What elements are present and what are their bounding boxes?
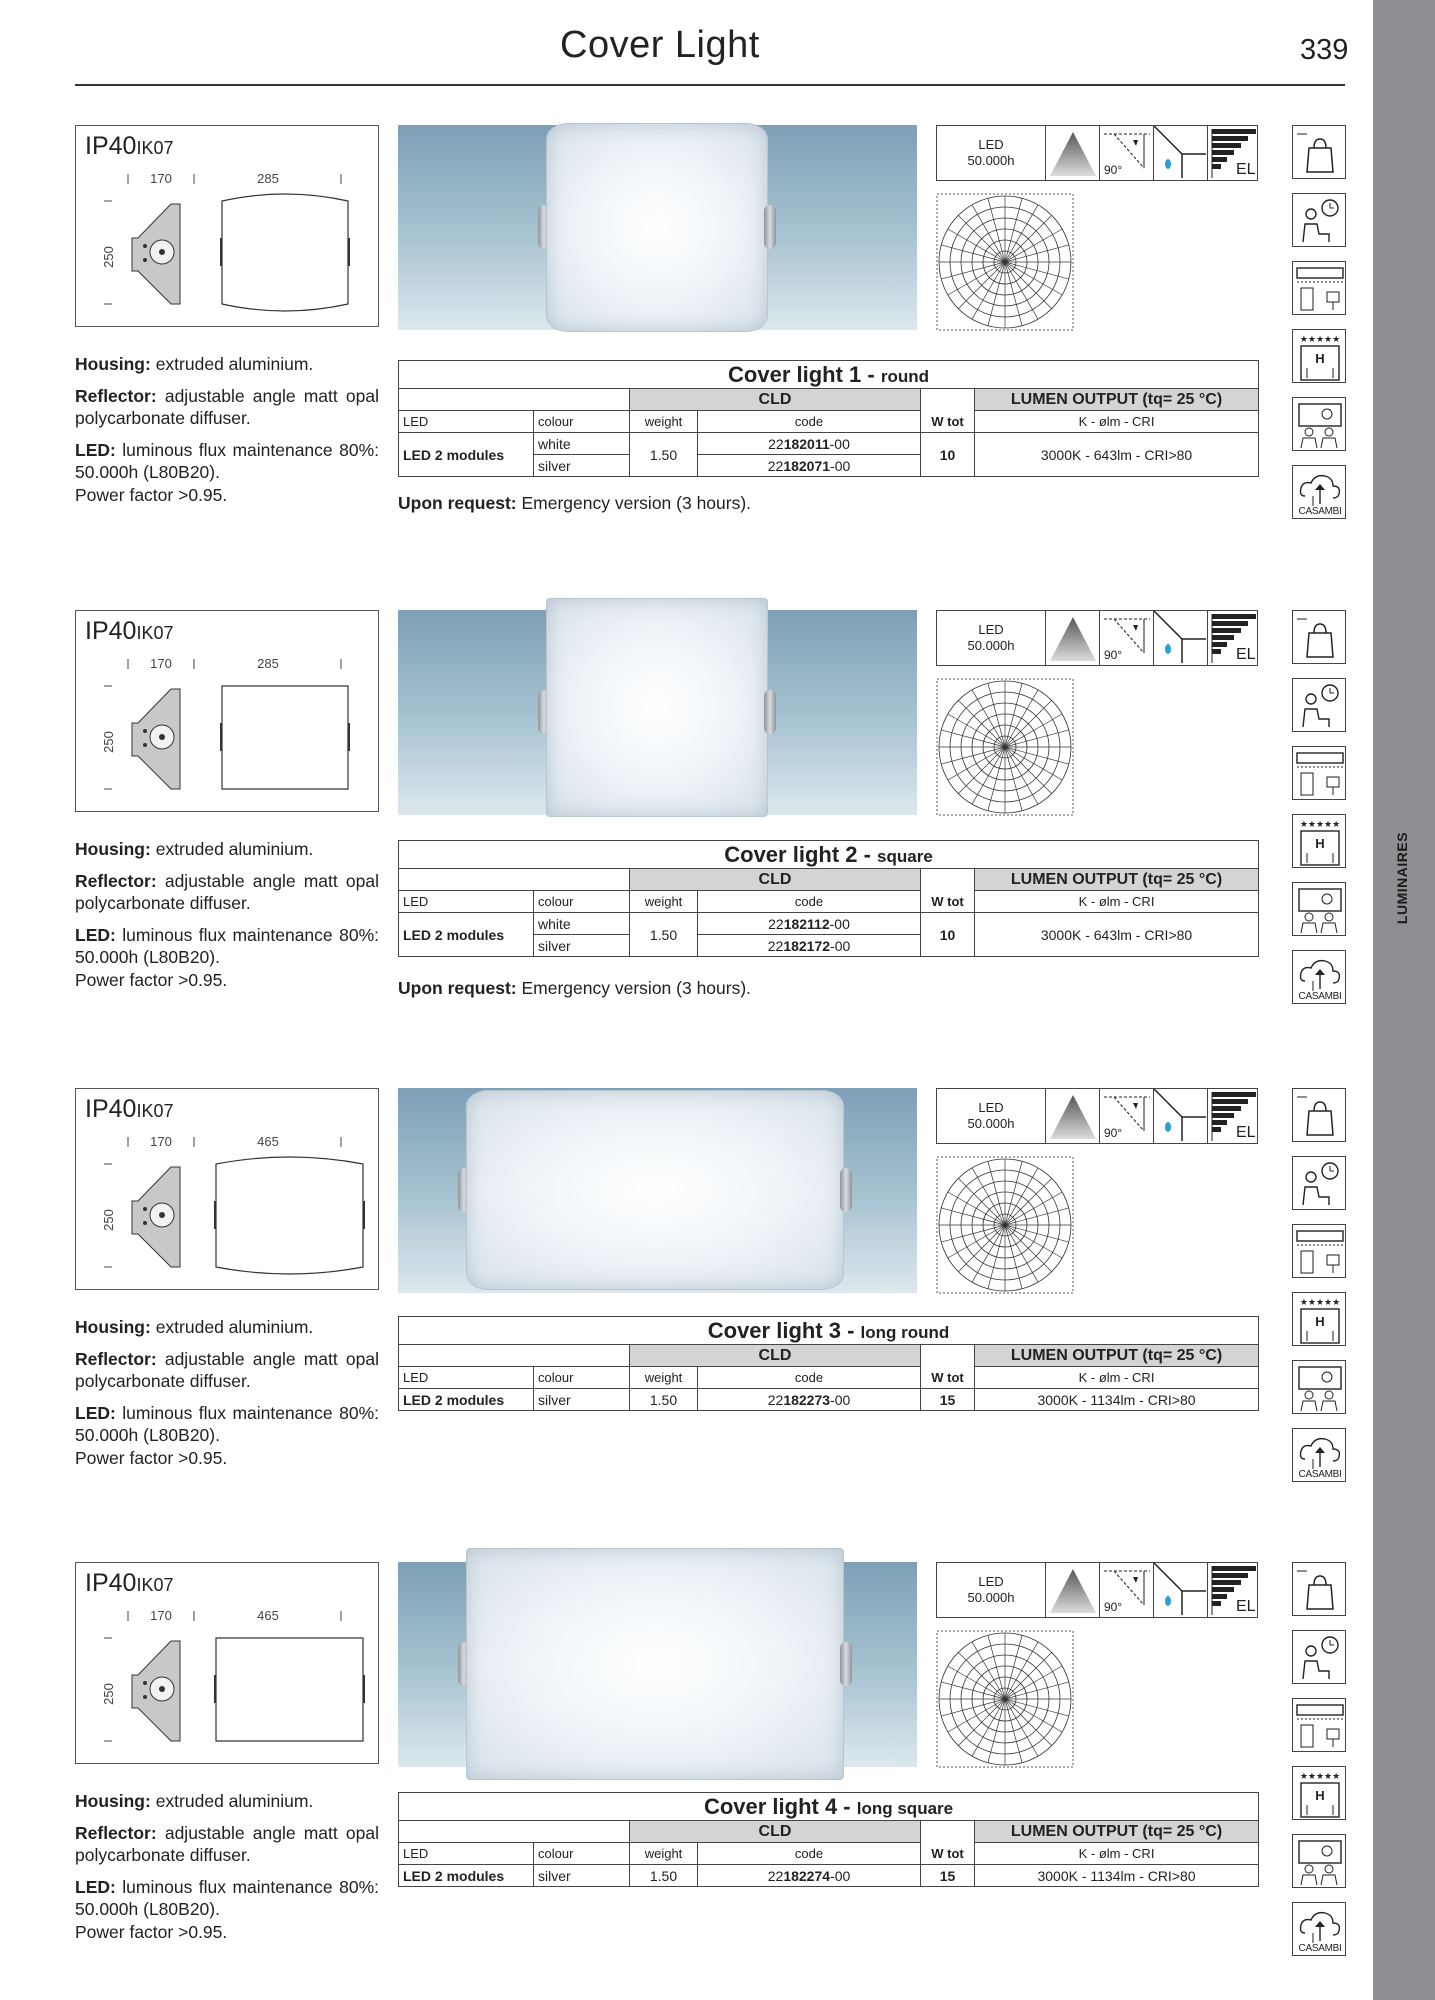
col-code: code bbox=[698, 891, 921, 913]
polar-light-distribution-chart bbox=[936, 1630, 1074, 1768]
led-value: LED 2 modules bbox=[399, 1389, 534, 1411]
col-code: code bbox=[698, 1367, 921, 1389]
colour-value: white bbox=[534, 913, 630, 935]
restaurant-icon bbox=[1292, 746, 1346, 800]
shop-icon bbox=[1292, 125, 1346, 179]
wtot-value: 10 bbox=[921, 433, 975, 477]
svg-text:EL: EL bbox=[1236, 646, 1256, 663]
product-table bbox=[398, 1792, 1259, 1887]
page-title: Cover Light bbox=[560, 24, 760, 66]
col-led: LED bbox=[399, 891, 534, 913]
colour-value: silver bbox=[534, 1865, 630, 1887]
depth-dimension: 170 bbox=[150, 171, 172, 186]
housing-spec: Housing: extruded aluminium. bbox=[75, 1791, 314, 1811]
colour-value: silver bbox=[534, 455, 630, 477]
protection-rating: IP40IK07 bbox=[85, 1095, 174, 1123]
led-lifetime: LED 50.000h bbox=[967, 1100, 1015, 1131]
svg-text:★★★★★: ★★★★★ bbox=[1299, 819, 1341, 829]
dimension-drawing bbox=[75, 1088, 379, 1290]
housing-spec: Housing: extruded aluminium. bbox=[75, 1317, 314, 1337]
cld-header: CLD bbox=[630, 869, 921, 891]
reflector-spec: Reflector: adjustable angle matt opal polycarbonate diffuser. bbox=[75, 1348, 379, 1391]
tilt-angle-icon bbox=[1099, 611, 1153, 665]
gallery-icon bbox=[1292, 1834, 1346, 1888]
col-weight: weight bbox=[630, 891, 698, 913]
housing-spec: Housing: extruded aluminium. bbox=[75, 839, 314, 859]
wtot-value: 15 bbox=[921, 1865, 975, 1887]
led-spec: LED: luminous flux maintenance 80%: 50.000h (L80B20). bbox=[75, 924, 379, 967]
table-title: Cover light 3 - long round bbox=[399, 1317, 1259, 1345]
hotel-icon bbox=[1292, 814, 1346, 868]
page-number: 339 bbox=[1300, 34, 1349, 66]
hotel-icon bbox=[1292, 329, 1346, 383]
led-spec: LED: luminous flux maintenance 80%: 50.000h (L80B20). bbox=[75, 1402, 379, 1445]
height-dimension: 250 bbox=[101, 1209, 116, 1231]
casambi-cloud-icon bbox=[1292, 1902, 1346, 1956]
dimension-drawing bbox=[75, 125, 379, 327]
gallery-icon bbox=[1292, 882, 1346, 936]
width-dimension: 465 bbox=[257, 1134, 279, 1149]
led-lifetime: LED 50.000h bbox=[967, 1574, 1015, 1605]
colour-value: silver bbox=[534, 935, 630, 957]
reflector-spec: Reflector: adjustable angle matt opal polycarbonate diffuser. bbox=[75, 1822, 379, 1865]
col-wtot: W tot bbox=[921, 1367, 975, 1389]
casambi-cloud-icon bbox=[1292, 950, 1346, 1004]
product-photo bbox=[398, 1562, 917, 1767]
side-profile-drawing bbox=[132, 204, 180, 304]
restaurant-icon bbox=[1292, 261, 1346, 315]
code-value: 22182273-00 bbox=[698, 1389, 921, 1411]
depth-dimension: 170 bbox=[150, 1608, 172, 1623]
svg-text:★★★★★: ★★★★★ bbox=[1299, 334, 1341, 344]
mount-clip-right bbox=[840, 1168, 852, 1212]
installation-icon bbox=[1153, 126, 1207, 180]
tilt-angle-icon bbox=[1099, 126, 1153, 180]
cld-header: CLD bbox=[630, 1821, 921, 1843]
technical-drawing bbox=[76, 611, 380, 813]
col-code: code bbox=[698, 411, 921, 433]
col-wtot: W tot bbox=[921, 1843, 975, 1865]
power-factor: Power factor >0.95. bbox=[75, 1921, 228, 1942]
shop-icon bbox=[1292, 1088, 1346, 1142]
product-specs bbox=[75, 1790, 379, 1952]
reflector-spec: Reflector: adjustable angle matt opal polycarbonate diffuser. bbox=[75, 870, 379, 913]
certification-icons bbox=[936, 1088, 1258, 1144]
width-dimension: 285 bbox=[257, 656, 279, 671]
led-value: LED 2 modules bbox=[399, 913, 534, 957]
led-lifetime: LED 50.000h bbox=[967, 622, 1015, 653]
width-dimension: 465 bbox=[257, 1608, 279, 1623]
table-title: Cover light 1 - round bbox=[399, 361, 1259, 389]
code-value: 22182071-00 bbox=[698, 455, 921, 477]
col-wtot: W tot bbox=[921, 891, 975, 913]
beam-cone-icon bbox=[1045, 611, 1099, 665]
table-title: Cover light 2 - square bbox=[399, 841, 1259, 869]
svg-text:H: H bbox=[1315, 836, 1325, 851]
col-k-lm-cri: K - ølm - CRI bbox=[975, 1367, 1259, 1389]
table-row bbox=[399, 433, 1259, 455]
table-row bbox=[399, 1389, 1259, 1411]
shop-icon bbox=[1292, 1562, 1346, 1616]
wtot-value: 15 bbox=[921, 1389, 975, 1411]
col-led: LED bbox=[399, 1367, 534, 1389]
energy-label-icon bbox=[1207, 611, 1259, 665]
colour-value: silver bbox=[534, 1389, 630, 1411]
product-photo bbox=[398, 1088, 917, 1293]
product-table bbox=[398, 360, 1259, 477]
col-led: LED bbox=[399, 411, 534, 433]
wtot-value: 10 bbox=[921, 913, 975, 957]
code-value: 22182274-00 bbox=[698, 1865, 921, 1887]
housing-spec: Housing: extruded aluminium. bbox=[75, 354, 314, 374]
office-worker-icon bbox=[1292, 1630, 1346, 1684]
cld-header: CLD bbox=[630, 389, 921, 411]
svg-text:90°: 90° bbox=[1104, 1126, 1123, 1140]
hotel-icon bbox=[1292, 1766, 1346, 1820]
svg-text:EL: EL bbox=[1236, 1598, 1256, 1615]
depth-dimension: 170 bbox=[150, 656, 172, 671]
tilt-angle-icon bbox=[1099, 1563, 1153, 1617]
weight-value: 1.50 bbox=[630, 1865, 698, 1887]
product-specs bbox=[75, 1316, 379, 1478]
height-dimension: 250 bbox=[101, 246, 116, 268]
table-row bbox=[399, 1865, 1259, 1887]
weight-value: 1.50 bbox=[630, 1389, 698, 1411]
col-colour: colour bbox=[534, 891, 630, 913]
power-factor: Power factor >0.95. bbox=[75, 1447, 228, 1468]
technical-drawing bbox=[76, 1089, 380, 1291]
col-weight: weight bbox=[630, 1367, 698, 1389]
lamp-diffuser bbox=[466, 1090, 844, 1290]
energy-label-icon bbox=[1207, 1089, 1259, 1143]
lumen-value: 3000K - 1134lm - CRI>80 bbox=[975, 1389, 1259, 1411]
svg-text:90°: 90° bbox=[1104, 1600, 1123, 1614]
colour-value: white bbox=[534, 433, 630, 455]
lumen-output-header: LUMEN OUTPUT (tq= 25 °C) bbox=[975, 1345, 1259, 1367]
col-colour: colour bbox=[534, 1843, 630, 1865]
power-factor: Power factor >0.95. bbox=[75, 484, 228, 505]
table-title: Cover light 4 - long square bbox=[399, 1793, 1259, 1821]
casambi-label: CASAMBI bbox=[1298, 1943, 1342, 1954]
gallery-icon bbox=[1292, 1360, 1346, 1414]
col-wtot: W tot bbox=[921, 411, 975, 433]
product-table bbox=[398, 840, 1259, 957]
svg-text:90°: 90° bbox=[1104, 163, 1123, 177]
technical-drawing bbox=[76, 1563, 380, 1765]
side-profile-drawing bbox=[132, 1167, 180, 1267]
product-section-3 bbox=[0, 1088, 1373, 1508]
hotel-icon bbox=[1292, 1292, 1346, 1346]
led-spec: LED: luminous flux maintenance 80%: 50.000h (L80B20). bbox=[75, 439, 379, 482]
svg-text:★★★★★: ★★★★★ bbox=[1299, 1297, 1341, 1307]
technical-drawing bbox=[76, 126, 380, 328]
svg-text:H: H bbox=[1315, 1314, 1325, 1329]
dimension-drawing bbox=[75, 1562, 379, 1764]
weight-value: 1.50 bbox=[630, 433, 698, 477]
protection-rating: IP40IK07 bbox=[85, 1569, 174, 1597]
shop-icon bbox=[1292, 610, 1346, 664]
dimension-drawing bbox=[75, 610, 379, 812]
svg-text:EL: EL bbox=[1236, 161, 1256, 178]
col-code: code bbox=[698, 1843, 921, 1865]
certification-icons bbox=[936, 1562, 1258, 1618]
lumen-value: 3000K - 1134lm - CRI>80 bbox=[975, 1865, 1259, 1887]
lamp-diffuser bbox=[546, 598, 768, 817]
col-weight: weight bbox=[630, 411, 698, 433]
lumen-output-header: LUMEN OUTPUT (tq= 25 °C) bbox=[975, 869, 1259, 891]
mount-clip-right bbox=[840, 1642, 852, 1686]
certification-icons bbox=[936, 125, 1258, 181]
casambi-cloud-icon bbox=[1292, 465, 1346, 519]
col-weight: weight bbox=[630, 1843, 698, 1865]
lamp-diffuser bbox=[466, 1548, 844, 1780]
front-view-drawing bbox=[222, 686, 348, 789]
height-dimension: 250 bbox=[101, 1683, 116, 1705]
front-view-drawing bbox=[222, 194, 348, 311]
svg-text:90°: 90° bbox=[1104, 648, 1123, 662]
office-worker-icon bbox=[1292, 1156, 1346, 1210]
col-k-lm-cri: K - ølm - CRI bbox=[975, 411, 1259, 433]
lumen-output-header: LUMEN OUTPUT (tq= 25 °C) bbox=[975, 1821, 1259, 1843]
led-spec: LED: luminous flux maintenance 80%: 50.000h (L80B20). bbox=[75, 1876, 379, 1919]
product-specs bbox=[75, 838, 379, 1000]
protection-rating: IP40IK07 bbox=[85, 617, 174, 645]
svg-text:★★★★★: ★★★★★ bbox=[1299, 1771, 1341, 1781]
product-photo bbox=[398, 125, 917, 330]
gallery-icon bbox=[1292, 397, 1346, 451]
polar-light-distribution-chart bbox=[936, 193, 1074, 331]
product-specs bbox=[75, 353, 379, 515]
product-section-2 bbox=[0, 610, 1373, 1030]
side-tab-label: LUMINAIRES bbox=[1394, 831, 1410, 925]
code-value: 22182011-00 bbox=[698, 433, 921, 455]
col-colour: colour bbox=[534, 411, 630, 433]
code-value: 22182172-00 bbox=[698, 935, 921, 957]
product-section-1 bbox=[0, 125, 1373, 545]
mount-clip-right bbox=[764, 205, 776, 249]
reflector-spec: Reflector: adjustable angle matt opal polycarbonate diffuser. bbox=[75, 385, 379, 428]
energy-label-icon bbox=[1207, 126, 1259, 180]
upon-request-note: Upon request: Emergency version (3 hours). bbox=[398, 978, 752, 998]
installation-icon bbox=[1153, 1089, 1207, 1143]
restaurant-icon bbox=[1292, 1698, 1346, 1752]
beam-cone-icon bbox=[1045, 1563, 1099, 1617]
polar-light-distribution-chart bbox=[936, 678, 1074, 816]
led-lifetime: LED 50.000h bbox=[967, 137, 1015, 168]
restaurant-icon bbox=[1292, 1224, 1346, 1278]
power-factor: Power factor >0.95. bbox=[75, 969, 228, 990]
product-photo bbox=[398, 610, 917, 815]
height-dimension: 250 bbox=[101, 731, 116, 753]
product-table bbox=[398, 1316, 1259, 1411]
led-value: LED 2 modules bbox=[399, 433, 534, 477]
lumen-output-header: LUMEN OUTPUT (tq= 25 °C) bbox=[975, 389, 1259, 411]
lumen-value: 3000K - 643lm - CRI>80 bbox=[975, 433, 1259, 477]
code-value: 22182112-00 bbox=[698, 913, 921, 935]
protection-rating: IP40IK07 bbox=[85, 132, 174, 160]
front-view-drawing bbox=[216, 1157, 363, 1274]
col-led: LED bbox=[399, 1843, 534, 1865]
lumen-value: 3000K - 643lm - CRI>80 bbox=[975, 913, 1259, 957]
polar-light-distribution-chart bbox=[936, 1156, 1074, 1294]
mount-clip-right bbox=[764, 690, 776, 734]
product-section-4 bbox=[0, 1562, 1373, 1982]
cld-header: CLD bbox=[630, 1345, 921, 1367]
col-colour: colour bbox=[534, 1367, 630, 1389]
width-dimension: 285 bbox=[257, 171, 279, 186]
col-k-lm-cri: K - ølm - CRI bbox=[975, 1843, 1259, 1865]
installation-icon bbox=[1153, 611, 1207, 665]
weight-value: 1.50 bbox=[630, 913, 698, 957]
side-profile-drawing bbox=[132, 1641, 180, 1741]
office-worker-icon bbox=[1292, 678, 1346, 732]
depth-dimension: 170 bbox=[150, 1134, 172, 1149]
office-worker-icon bbox=[1292, 193, 1346, 247]
side-profile-drawing bbox=[132, 689, 180, 789]
certification-icons bbox=[936, 610, 1258, 666]
casambi-label: CASAMBI bbox=[1298, 1469, 1342, 1480]
casambi-cloud-icon bbox=[1292, 1428, 1346, 1482]
energy-label-icon bbox=[1207, 1563, 1259, 1617]
installation-icon bbox=[1153, 1563, 1207, 1617]
svg-text:H: H bbox=[1315, 351, 1325, 366]
casambi-label: CASAMBI bbox=[1298, 991, 1342, 1002]
col-k-lm-cri: K - ølm - CRI bbox=[975, 891, 1259, 913]
casambi-label: CASAMBI bbox=[1298, 506, 1342, 517]
lamp-diffuser bbox=[546, 123, 768, 332]
beam-cone-icon bbox=[1045, 126, 1099, 180]
svg-text:EL: EL bbox=[1236, 1124, 1256, 1141]
beam-cone-icon bbox=[1045, 1089, 1099, 1143]
table-row bbox=[399, 913, 1259, 935]
tilt-angle-icon bbox=[1099, 1089, 1153, 1143]
led-value: LED 2 modules bbox=[399, 1865, 534, 1887]
header-divider bbox=[75, 84, 1345, 86]
side-tab bbox=[1373, 0, 1435, 2000]
svg-text:H: H bbox=[1315, 1788, 1325, 1803]
upon-request-note: Upon request: Emergency version (3 hours). bbox=[398, 493, 752, 513]
front-view-drawing bbox=[216, 1638, 363, 1741]
